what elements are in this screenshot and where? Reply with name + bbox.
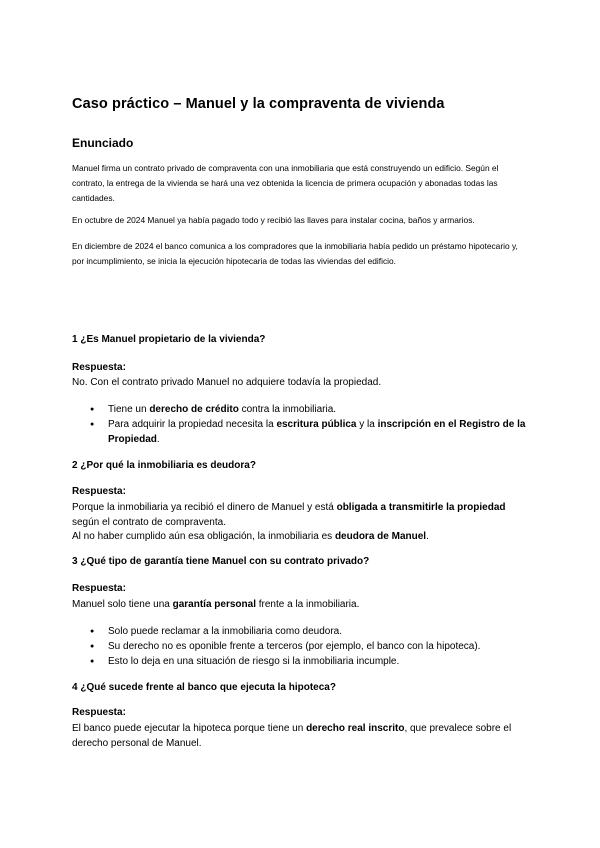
- list-item: ● Para adquirir la propiedad necesita la escritura pública y la inscripción en el Registro de la Propiedad.: [90, 417, 530, 447]
- answer-label-2: Respuesta:: [72, 486, 126, 497]
- answer-1-bullets: [90, 402, 530, 447]
- enunciado-paragraph-1: Manuel firma un contrato privado de compraventa con una inmobiliaria que está construyendo un edificio. Según el contrato, la entrega de la vivienda se hará una vez obtenida la licencia de primera ocupación y abonadas todas las cantidades.: [72, 163, 499, 203]
- answer-1-text: No. Con el contrato privado Manuel no adquiere todavía la propiedad.: [72, 377, 382, 388]
- answer-2-text: Porque la inmobiliaria ya recibió el dinero de Manuel y está obligada a transmitirle la propiedad según el contrato de compraventa.: [72, 502, 506, 528]
- question-3: 3 ¿Qué tipo de garantía tiene Manuel con su contrato privado?: [72, 556, 370, 567]
- answer-2-text-2: Al no haber cumplido aún esa obligación, la inmobiliaria es deudora de Manuel.: [72, 531, 429, 542]
- answer-4-text: El banco puede ejecutar la hipoteca porque tiene un derecho real inscrito, que prevalece sobre el derecho personal de Manuel.: [72, 723, 512, 749]
- list-item: ● Solo puede reclamar a la inmobiliaria como deudora.: [90, 624, 530, 639]
- list-item: ● Su derecho no es oponible frente a terceros (por ejemplo, el banco con la hipoteca).: [90, 639, 530, 654]
- section-heading-enunciado: Enunciado: [72, 136, 134, 150]
- list-item: ● Tiene un derecho de crédito contra la inmobiliaria.: [90, 402, 530, 417]
- question-1: 1 ¿Es Manuel propietario de la vivienda?: [72, 334, 266, 345]
- list-item: ● Esto lo deja en una situación de riesgo si la inmobiliaria incumple.: [90, 654, 530, 669]
- question-2: 2 ¿Por qué la inmobiliaria es deudora?: [72, 460, 256, 471]
- document-title: Caso práctico – Manuel y la compraventa de vivienda: [72, 96, 445, 112]
- enunciado-paragraph-2: En octubre de 2024 Manuel ya había pagado todo y recibió las llaves para instalar cocina, baños y armarios.: [72, 215, 475, 225]
- answer-label-1: Respuesta:: [72, 362, 126, 373]
- enunciado-paragraph-3: En diciembre de 2024 el banco comunica a los compradores que la inmobiliaria había pedido un préstamo hipotecario y, por incumplimiento, se inicia la ejecución hipotecaria de todas las viviendas del edificio.: [72, 241, 518, 266]
- answer-label-4: Respuesta:: [72, 707, 126, 718]
- answer-3-text: Manuel solo tiene una garantía personal frente a la inmobiliaria.: [72, 599, 360, 610]
- question-4: 4 ¿Qué sucede frente al banco que ejecuta la hipoteca?: [72, 682, 336, 693]
- answer-3-bullets: [90, 624, 530, 669]
- answer-label-3: Respuesta:: [72, 583, 126, 594]
